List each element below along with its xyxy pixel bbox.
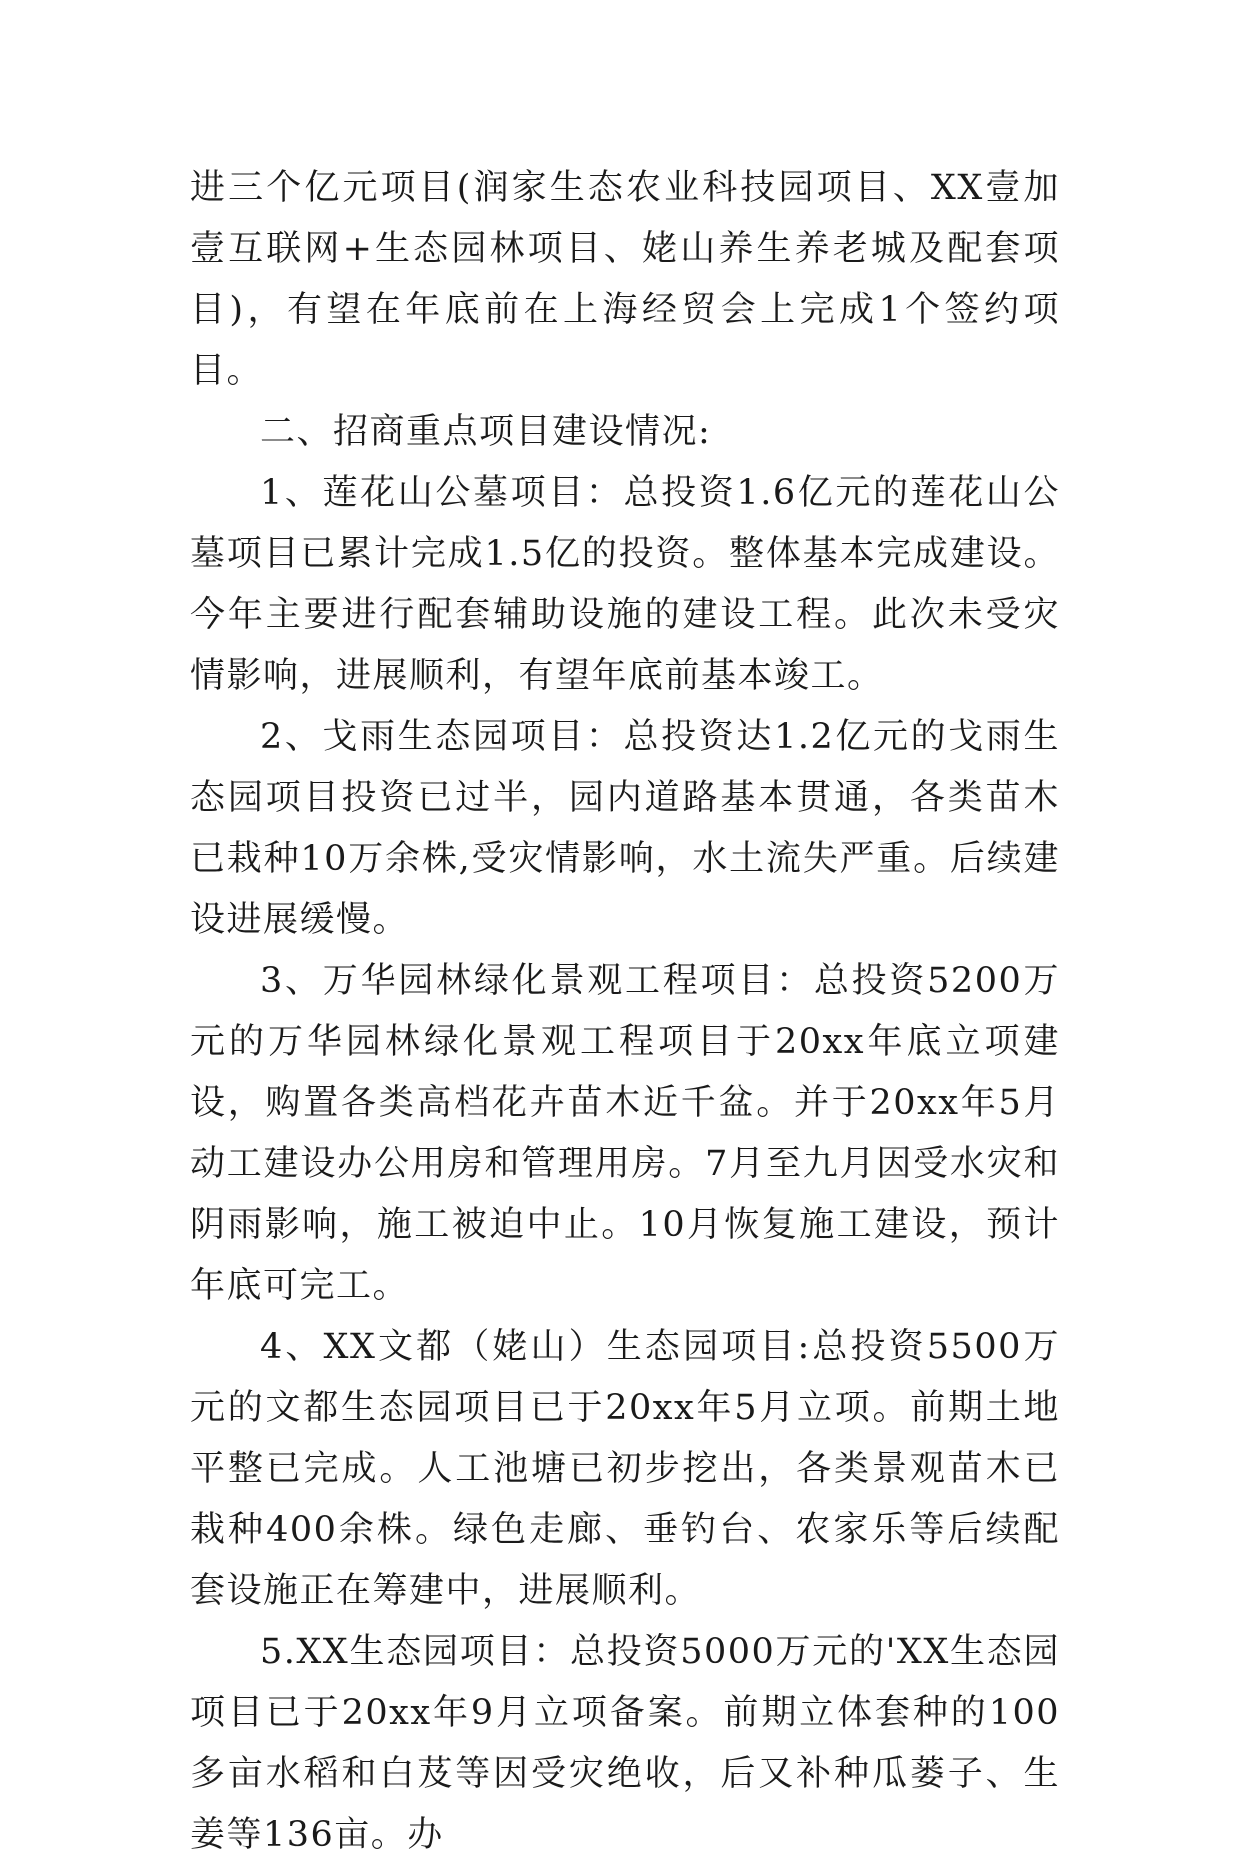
paragraph-item-5: 5.XX生态园项目：总投资5000万元的'XX生态园项目已于20xx年9月立项备案。前期立体套种的100多亩水稻和白芨等因受灾绝收，后又补种瓜蒌子、生姜等136亩。办 <box>190 1632 1060 1855</box>
section-heading: 二、招商重点项目建设情况: <box>260 412 712 452</box>
paragraph-item-2: 2、戈雨生态园项目：总投资达1.2亿元的戈雨生态园项目投资已过半，园内道路基本贯通，各类苗木已栽种10万余株,受灾情影响，水土流失严重。后续建设进展缓慢。 <box>190 717 1060 940</box>
paragraph-intro-continuation: 进三个亿元项目(润家生态农业科技园项目、XX壹加壹互联网+生态园林项目、姥山养生养老城及配套项目)，有望在年底前在上海经贸会上完成1个签约项目。 <box>190 168 1060 391</box>
paragraph-item-4: 4、XX文都（姥山）生态园项目:总投资5500万元的文都生态园项目已于20xx年5月立项。前期土地平整已完成。人工池塘已初步挖出，各类景观苗木已栽种400余株。绿色走廊、垂钓台、农家乐等后续配套设施正在筹建中，进展顺利。 <box>190 1327 1060 1611</box>
paragraph-item-3: 3、万华园林绿化景观工程项目：总投资5200万元的万华园林绿化景观工程项目于20xx年底立项建设，购置各类高档花卉苗木近千盆。并于20xx年5月动工建设办公用房和管理用房。7月至九月因受水灾和阴雨影响，施工被迫中止。10月恢复施工建设，预计年底可完工。 <box>190 961 1060 1306</box>
paragraph-item-1: 1、莲花山公墓项目：总投资1.6亿元的莲花山公墓项目已累计完成1.5亿的投资。整体基本完成建设。今年主要进行配套辅助设施的建设工程。此次未受灾情影响，进展顺利，有望年底前基本竣工。 <box>190 473 1060 696</box>
document-body <box>190 158 1060 1866</box>
